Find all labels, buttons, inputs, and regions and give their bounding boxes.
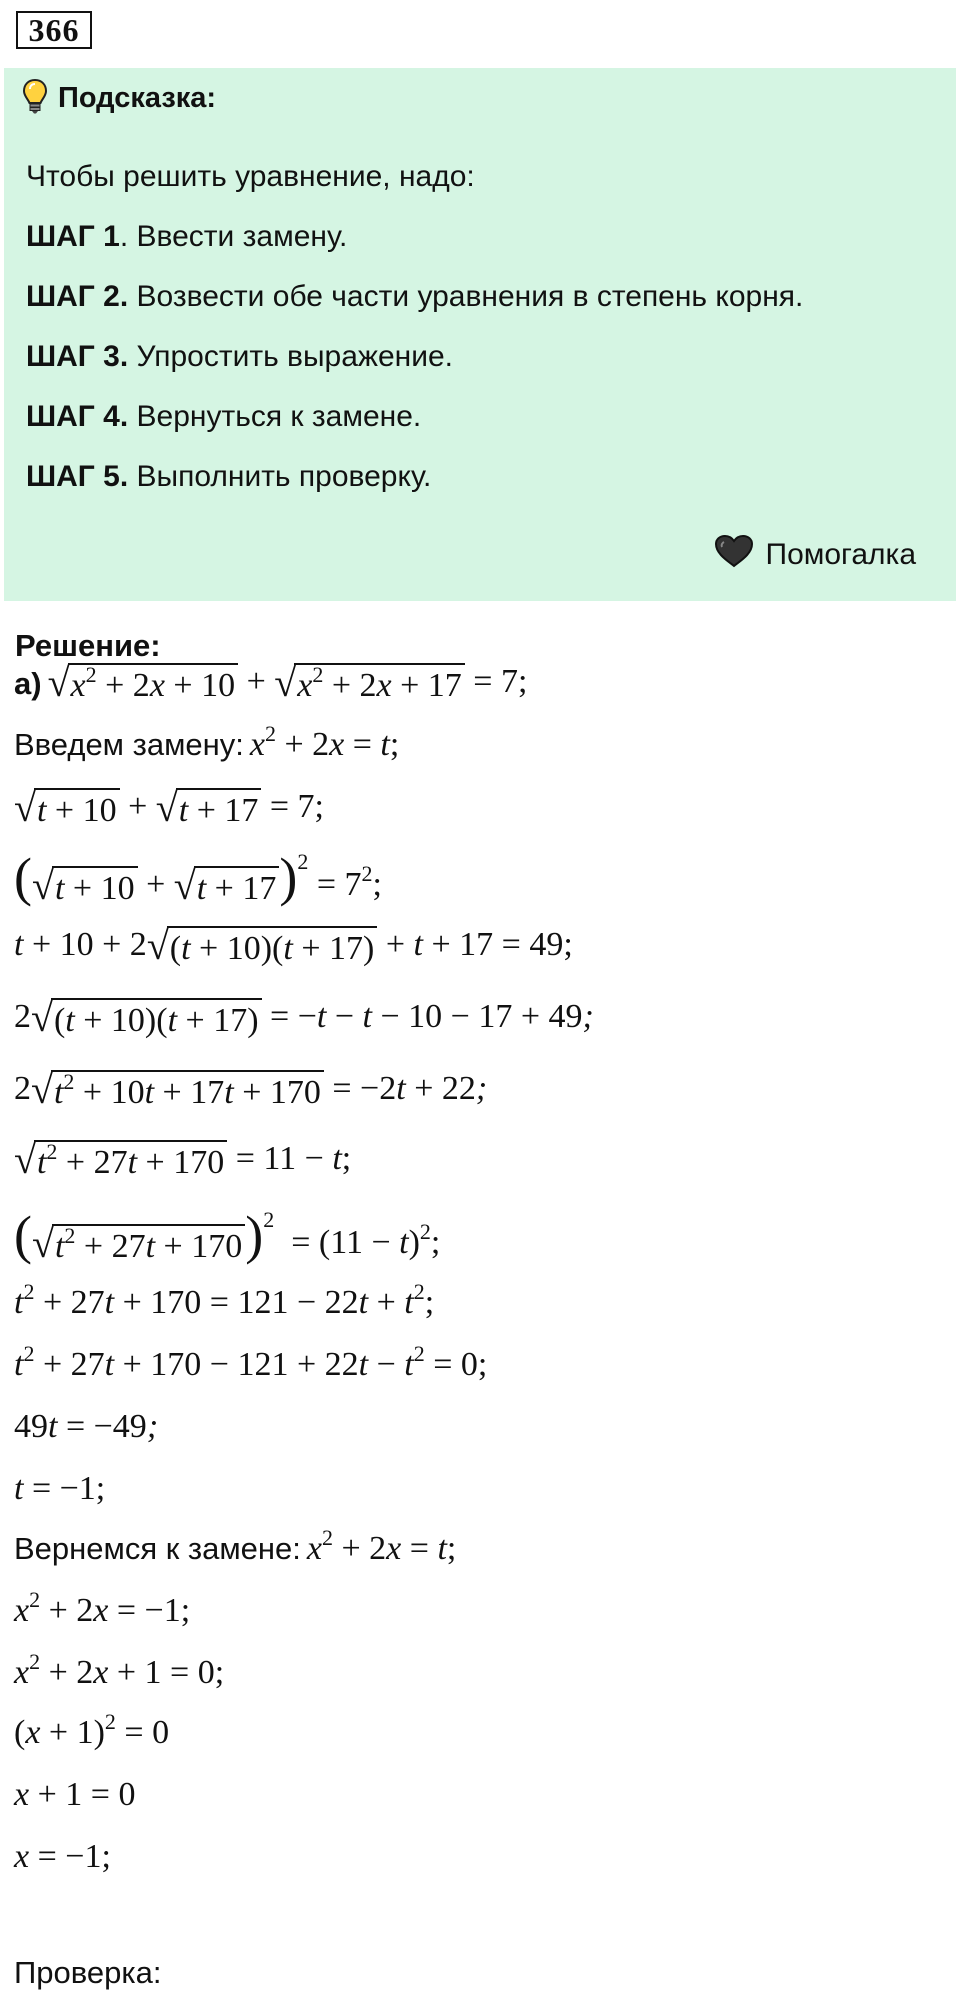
hint-step-5	[26, 460, 431, 494]
lightbulb-icon	[22, 78, 48, 119]
math-expression: 49t = −49;	[14, 1408, 159, 1445]
math-expression: x = −1;	[14, 1838, 111, 1875]
return-text: Вернемся к замене:	[14, 1531, 301, 1566]
equation-line	[14, 847, 382, 909]
equation-line	[14, 1525, 457, 1568]
equation-line	[14, 1838, 111, 1876]
equation-line	[14, 1776, 135, 1814]
equation-line	[14, 1470, 105, 1508]
step-text: Вернуться к замене.	[128, 400, 422, 433]
equation-line	[14, 1408, 158, 1446]
helper-link[interactable]	[714, 534, 917, 576]
step-label: ШАГ 5.	[26, 460, 129, 493]
math-expression: $t^2 + 27t + 170 = 121 - 22t + t^2$;	[14, 1279, 435, 1321]
math-expression: $(x + 1)^2 = 0$	[14, 1709, 170, 1751]
part-label: а)	[14, 666, 42, 702]
equation-line	[14, 1649, 225, 1692]
math-expression: 2 √ $t^2 + 10t + 17t + 170$ = −2t + 22;	[14, 1067, 488, 1113]
heart-icon	[714, 534, 754, 576]
math-expression: x + 1 = 0	[14, 1776, 136, 1813]
hint-step-1	[26, 220, 347, 254]
math-expression: $t^2 + 27t + 170 - 121 + 22t - t^2 = 0$;	[14, 1341, 488, 1383]
math-expression: √ $x^2 + 2x + 10$ + √ $x^2 + 2x + 17$ = 7;	[47, 660, 528, 706]
math-expression: $x^2 + 2x = t$;	[306, 1525, 457, 1567]
hint-title: Подсказка:	[58, 81, 217, 114]
math-expression: $x^2 + 2x + 1 = 0$;	[14, 1649, 225, 1691]
substitution-text: Введем замену:	[14, 727, 244, 762]
step-text: Возвести обе части уравнения в степень корня.	[128, 280, 804, 313]
helper-label: Помогалка	[765, 538, 916, 571]
math-expression: 2 √ (t + 10)(t + 17) = −t − t − 10 − 17 + 49;	[14, 995, 594, 1041]
step-label: ШАГ 4.	[26, 400, 129, 433]
math-expression: ( √ t + 10 + √ t + 17 )$^2 = 7^2$;	[14, 847, 382, 909]
equation-line	[14, 1341, 488, 1384]
equation-line	[14, 1137, 352, 1183]
equation-line	[14, 1279, 435, 1322]
solution-title: Решение:	[15, 628, 161, 663]
step-text: Выполнить проверку.	[128, 460, 432, 493]
equation-line	[14, 1205, 441, 1267]
check-heading: Проверка:	[14, 1955, 162, 1990]
step-label: ШАГ 1	[26, 220, 120, 253]
step-text: . Ввести замену.	[119, 220, 348, 253]
equation-line	[14, 1067, 488, 1113]
exercise-number: 366	[16, 11, 92, 49]
math-expression: $x^2 + 2x = t$;	[249, 721, 400, 763]
math-expression: √ $t^2 + 27t + 170$ = 11 − t;	[14, 1137, 352, 1183]
equation-line	[14, 1709, 170, 1752]
equation-line	[14, 785, 324, 831]
hint-step-2	[26, 280, 803, 314]
step-label: ШАГ 3.	[26, 340, 129, 373]
equation-line	[14, 660, 528, 706]
math-expression: √ t + 10 + √ t + 17 = 7;	[14, 785, 324, 831]
hint-step-4	[26, 400, 421, 434]
hint-step-3	[26, 340, 453, 374]
math-expression: t + 10 + 2 √ (t + 10)(t + 17) + t + 17 = 49;	[14, 923, 573, 969]
math-expression: ( √ $t^2 + 27t + 170$ )$^2 = (11 - t)^2$;	[14, 1205, 441, 1267]
equation-line	[14, 995, 594, 1041]
step-text: Упростить выражение.	[128, 340, 454, 373]
equation-line	[14, 1587, 191, 1630]
equation-line	[14, 721, 400, 764]
step-label: ШАГ 2.	[26, 280, 129, 313]
equation-line	[14, 923, 573, 969]
math-expression: $x^2 + 2x = -1$;	[14, 1587, 191, 1629]
hint-intro: Чтобы решить уравнение, надо:	[26, 160, 475, 193]
hint-header	[22, 76, 216, 120]
math-expression: t = −1;	[14, 1470, 106, 1507]
hint-box	[4, 68, 956, 601]
